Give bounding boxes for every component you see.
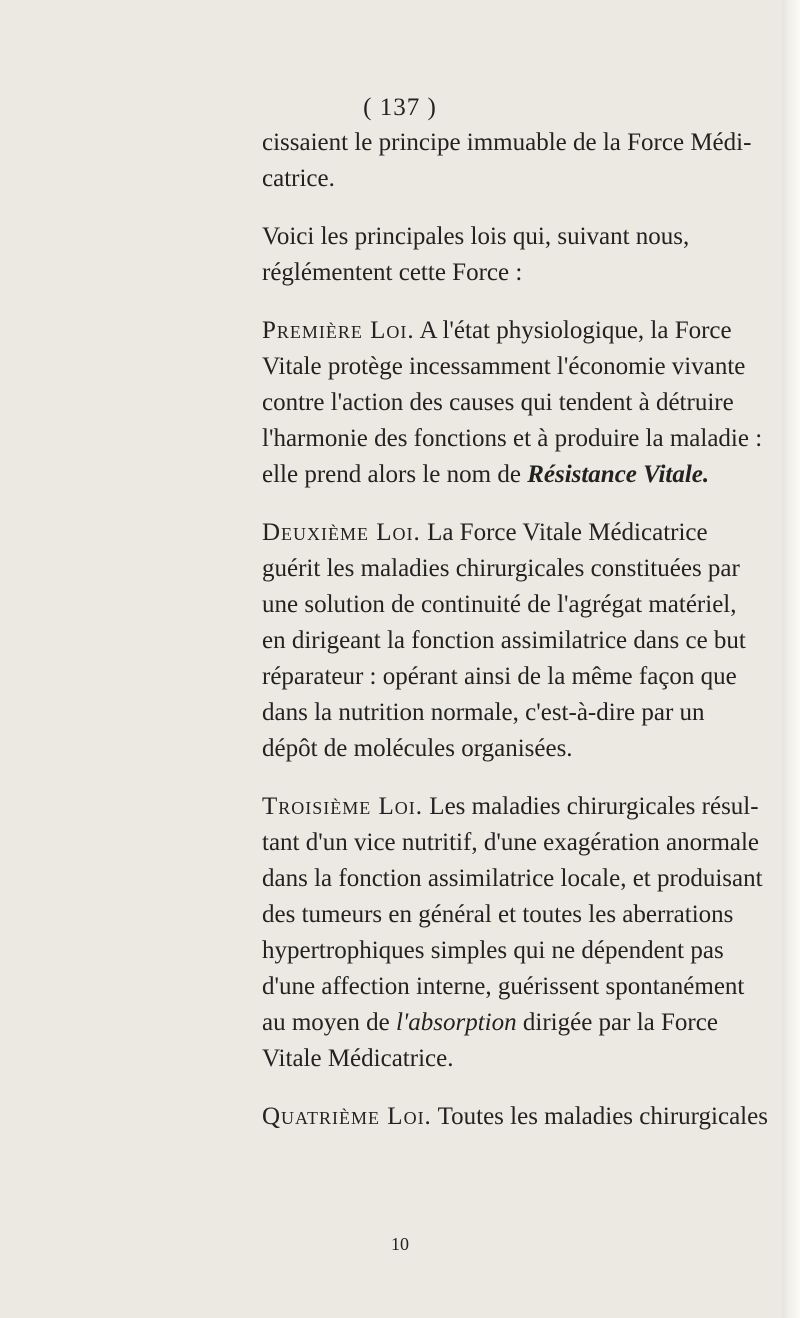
text-line: catrice. bbox=[262, 165, 335, 192]
text-line: Vitale Médicatrice. bbox=[262, 1045, 454, 1072]
text-line: Vitale protège incessamment l'économie vivante bbox=[262, 353, 746, 380]
text-line: des tumeurs en général et toutes les aberrations bbox=[262, 901, 734, 928]
text-line: cissaient le principe immuable de la Force Médi- bbox=[262, 129, 752, 156]
signature-mark: 10 bbox=[391, 1234, 409, 1254]
paragraph-2 bbox=[262, 219, 690, 291]
emphasis-text: Résistance Vitale. bbox=[527, 461, 710, 488]
text-line: Première Loi. A l'état physiologique, la Force bbox=[262, 317, 732, 344]
law-heading: Première Loi. bbox=[262, 317, 415, 344]
body-text bbox=[262, 125, 768, 1135]
paragraph-quatrieme-loi bbox=[262, 1099, 768, 1135]
law-heading: Deuxième Loi. bbox=[262, 519, 421, 546]
paragraph-troisieme-loi bbox=[262, 789, 763, 1077]
text-line: tant d'un vice nutritif, d'une exagération anormale bbox=[262, 829, 760, 856]
text-line: une solution de continuité de l'agrégat matériel, bbox=[262, 591, 737, 618]
law-heading: Quatrième Loi. bbox=[262, 1103, 432, 1130]
text-line: hypertrophiques simples qui ne dépendent pas bbox=[262, 937, 724, 964]
law-heading: Troisième Loi. bbox=[262, 793, 424, 820]
text-line: en dirigeant la fonction assimilatrice dans ce but bbox=[262, 627, 746, 654]
text-line: dépôt de molécules organisées. bbox=[262, 735, 573, 762]
text-line: elle prend alors le nom de Résistance Vitale. bbox=[262, 461, 710, 488]
page-edge bbox=[782, 0, 800, 1318]
text-line: Deuxième Loi. La Force Vitale Médicatrice bbox=[262, 519, 708, 546]
text-line: au moyen de l'absorption dirigée par la Force bbox=[262, 1009, 718, 1036]
text-line: guérit les maladies chirurgicales constituées par bbox=[262, 555, 740, 582]
text-line: contre l'action des causes qui tendent à détruire bbox=[262, 389, 734, 416]
text-line: l'harmonie des fonctions et à produire la maladie : bbox=[262, 425, 763, 452]
text-line: Quatrième Loi. Toutes les maladies chirurgicales bbox=[262, 1103, 768, 1130]
paragraph-1 bbox=[262, 125, 752, 197]
text-line: réglémentent cette Force : bbox=[262, 259, 523, 286]
text-line: dans la fonction assimilatrice locale, et produisant bbox=[262, 865, 763, 892]
text-line: Troisième Loi. Les maladies chirurgicales résul- bbox=[262, 793, 759, 820]
paragraph-premiere-loi bbox=[262, 313, 763, 493]
emphasis-text: l'absorption bbox=[395, 1009, 517, 1036]
page-number: ( 137 ) bbox=[363, 94, 437, 121]
text-line: d'une affection interne, guérissent spontanément bbox=[262, 973, 745, 1000]
text-line: réparateur : opérant ainsi de la même façon que bbox=[262, 663, 737, 690]
paragraph-deuxieme-loi bbox=[262, 515, 746, 767]
text-line: Voici les principales lois qui, suivant nous, bbox=[262, 223, 690, 250]
text-line: dans la nutrition normale, c'est-à-dire par un bbox=[262, 699, 705, 726]
